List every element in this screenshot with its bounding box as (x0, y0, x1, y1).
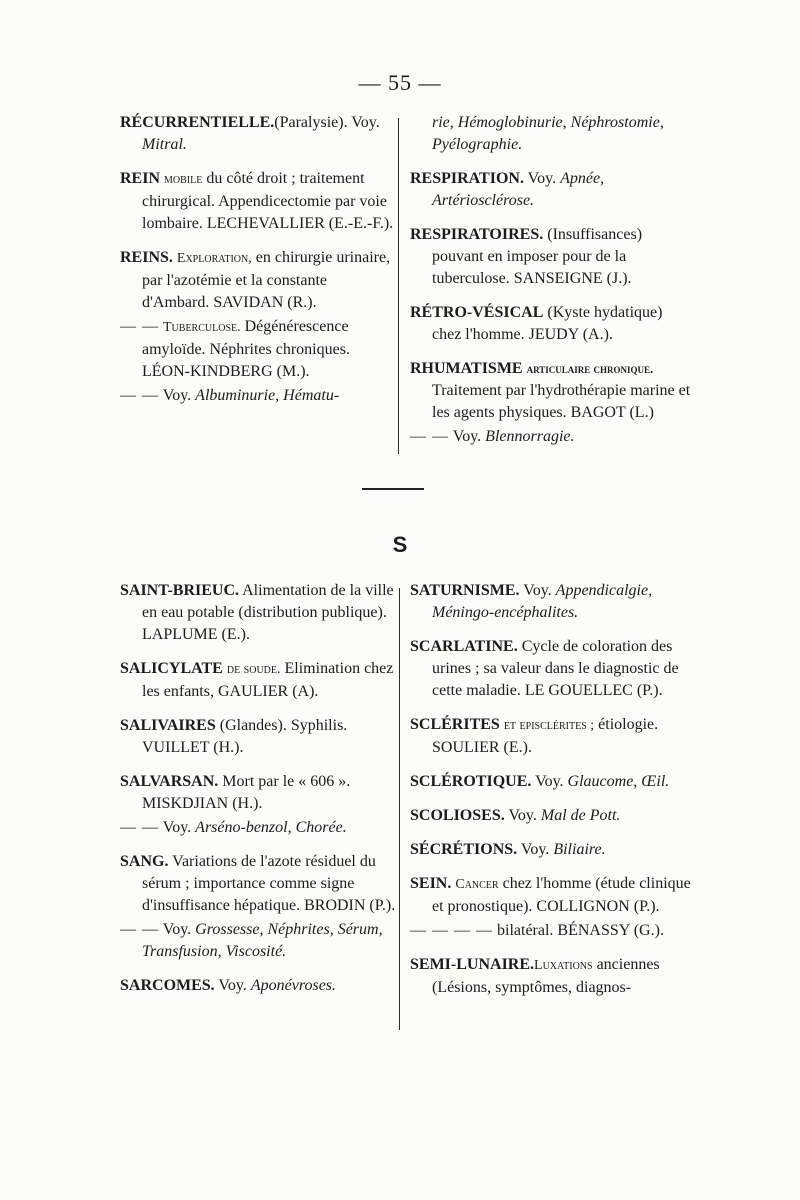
ditto-dash: — — (120, 318, 159, 335)
entry-reference: Grossesse, Néphrites, Sérum, Transfusion, Viscosité. (142, 921, 383, 960)
entry-text: (Glandes). Syphilis. VUILLET (H.). (142, 717, 348, 756)
ditto-dash: — — (120, 387, 159, 404)
index-entry (120, 975, 398, 997)
entry-text: (Kyste hydatique) chez l'homme. JEUDY (A.). (432, 304, 663, 343)
entry-voy: Voy. (523, 582, 552, 599)
entry-headword: RESPIRATOIRES. (410, 226, 544, 243)
column-divider (398, 118, 399, 454)
index-column-top-right (410, 112, 695, 460)
index-entry (120, 851, 398, 917)
entry-text: (Paralysie). Voy. (274, 114, 380, 131)
entry-headword: SARCOMES. (120, 977, 215, 994)
index-entry (120, 112, 398, 156)
entry-text: Alimentation de la ville en eau potable (distribution publique). LAPLUME (E.). (142, 582, 394, 643)
entry-text: Cycle de coloration des urines ; sa valeur dans le diagnostic de cette maladie. LE GOUELLEC (P.). (432, 638, 679, 699)
entry-reference: Albuminurie, Hématu- (195, 387, 340, 404)
entry-subhead: de soude. (226, 662, 281, 677)
index-entry (120, 658, 398, 703)
index-entry (410, 636, 695, 702)
index-entry (120, 247, 398, 314)
entry-headword: RÉCURRENTIELLE. (120, 114, 275, 131)
index-entry (410, 168, 695, 212)
entry-reference: Mitral. (142, 136, 187, 153)
entry-voy: Voy. (162, 921, 192, 938)
entry-headword: SCLÉROTIQUE. (410, 773, 532, 790)
entry-voy: Voy. (527, 170, 557, 187)
ditto-dash: — — (120, 921, 159, 938)
entry-headword: REIN (120, 170, 161, 187)
entry-reference: Aponévroses. (250, 977, 337, 994)
entry-text: en chirurgie urinaire, par l'azotémie et la constante d'Ambard. SAVIDAN (R.). (142, 249, 391, 311)
index-column-bottom-left (120, 580, 398, 1009)
entry-voy: Voy. (218, 977, 247, 994)
entry-subhead: mobile (164, 172, 203, 187)
entry-subhead: et episclérites ; (503, 718, 595, 733)
entry-reference: Biliaire. (553, 841, 606, 858)
index-entry (410, 426, 695, 448)
entry-headword: SCARLATINE. (410, 638, 518, 655)
entry-text: étiologie. SOULIER (E.). (432, 716, 659, 756)
index-column-bottom-right (410, 580, 695, 1011)
entry-headword: SANG. (120, 853, 169, 870)
index-entry (120, 385, 398, 407)
index-entry (410, 920, 695, 942)
entry-voy: Voy. (535, 773, 564, 790)
entry-headword: RÉTRO-VÉSICAL (410, 304, 544, 321)
entry-subhead: Cancer (455, 877, 499, 892)
index-entry (120, 919, 398, 963)
index-entry (410, 224, 695, 290)
entry-headword: REINS. (120, 249, 173, 266)
entry-voy: Voy. (520, 841, 550, 858)
index-entry (410, 771, 695, 793)
entry-headword: SATURNISME. (410, 582, 520, 599)
entry-subhead: articulaire chronique. (526, 361, 654, 376)
entry-text: Dégénérescence amyloïde. Néphrites chroniques. LÉON-KINDBERG (M.). (142, 318, 350, 380)
entry-voy: Voy. (162, 387, 192, 404)
entry-headword: SALIVAIRES (120, 717, 216, 734)
index-entry (410, 873, 695, 918)
entry-reference: Blennorragie. (485, 428, 575, 445)
index-entry (410, 580, 695, 624)
entry-headword: SALVARSAN. (120, 773, 219, 790)
column-divider (399, 588, 400, 1030)
entry-headword: SÉCRÉTIONS. (410, 841, 518, 858)
entry-headword: SCLÉRITES (410, 716, 500, 733)
entry-reference: Glaucome, Œil. (567, 773, 670, 790)
entry-text: du côté droit ; traitement chirurgical. Appendicectomie par voie lombaire. LECHEVALLIER (E.-E.-F.). (142, 170, 394, 232)
section-divider-rule (362, 488, 424, 490)
entry-reference: Arséno-benzol, Chorée. (195, 819, 347, 836)
entry-headword: RESPIRATION. (410, 170, 524, 187)
entry-text: bilatéral. BÉNASSY (G.). (497, 922, 664, 939)
index-entry (120, 715, 398, 759)
entry-voy: Voy. (452, 428, 482, 445)
entry-text: anciennes (Lésions, symptômes, diagnos- (432, 956, 660, 996)
index-entry (120, 580, 398, 646)
entry-text: Traitement par l'hydrothérapie marine et les agents physiques. BAGOT (L.) (432, 382, 691, 421)
entry-headword: RHUMATISME (410, 360, 523, 377)
index-entry (410, 805, 695, 827)
index-entry (120, 771, 398, 815)
ditto-dash: — — — — (410, 922, 493, 939)
entry-text: Elimination chez les enfants, GAULIER (A). (142, 660, 394, 700)
entry-voy: Voy. (162, 819, 192, 836)
entry-headword: SALICYLATE (120, 660, 223, 677)
index-entry (410, 954, 695, 999)
entry-headword: SAINT-BRIEUC. (120, 582, 239, 599)
index-entry (410, 112, 695, 156)
entry-reference: Apnée, Artériosclérose. (432, 170, 605, 209)
entry-headword: SEIN. (410, 875, 452, 892)
entry-headword: SCOLIOSES. (410, 807, 505, 824)
index-entry (120, 316, 398, 383)
index-column-top-left (120, 112, 398, 419)
entry-text: (Insuffisances) pouvant en imposer pour de la tuberculose. SANSEIGNE (J.). (432, 226, 643, 287)
index-entry (410, 714, 695, 759)
ditto-dash: — — (120, 819, 159, 836)
index-entry (120, 817, 398, 839)
section-letter: S (392, 532, 408, 557)
entry-reference: rie, Hémoglobinurie, Néphrostomie, Pyélographie. (432, 114, 664, 153)
entry-subhead: Tuberculose. (163, 320, 241, 335)
entry-text: Variations de l'azote résiduel du sérum ; importance comme signe d'insuffisance hépatique. BRODIN (P.). (142, 853, 396, 914)
entry-headword: SEMI-LUNAIRE. (410, 956, 535, 973)
index-entry (120, 168, 398, 235)
index-entry (410, 839, 695, 861)
entry-subhead: Exploration, (176, 251, 252, 266)
page-number: — 55 — (358, 70, 442, 95)
index-entry (410, 358, 695, 424)
entry-reference: Appendicalgie, Méningo-encéphalites. (432, 582, 653, 621)
entry-text: Mort par le « 606 ». MISKDJIAN (H.). (142, 773, 351, 812)
ditto-dash: — — (410, 428, 449, 445)
entry-text: chez l'homme (étude clinique et pronostique). COLLIGNON (P.). (432, 875, 691, 915)
entry-subhead: Luxations (534, 958, 593, 973)
entry-voy: Voy. (508, 807, 537, 824)
index-entry (410, 302, 695, 346)
entry-reference: Mal de Pott. (540, 807, 621, 824)
